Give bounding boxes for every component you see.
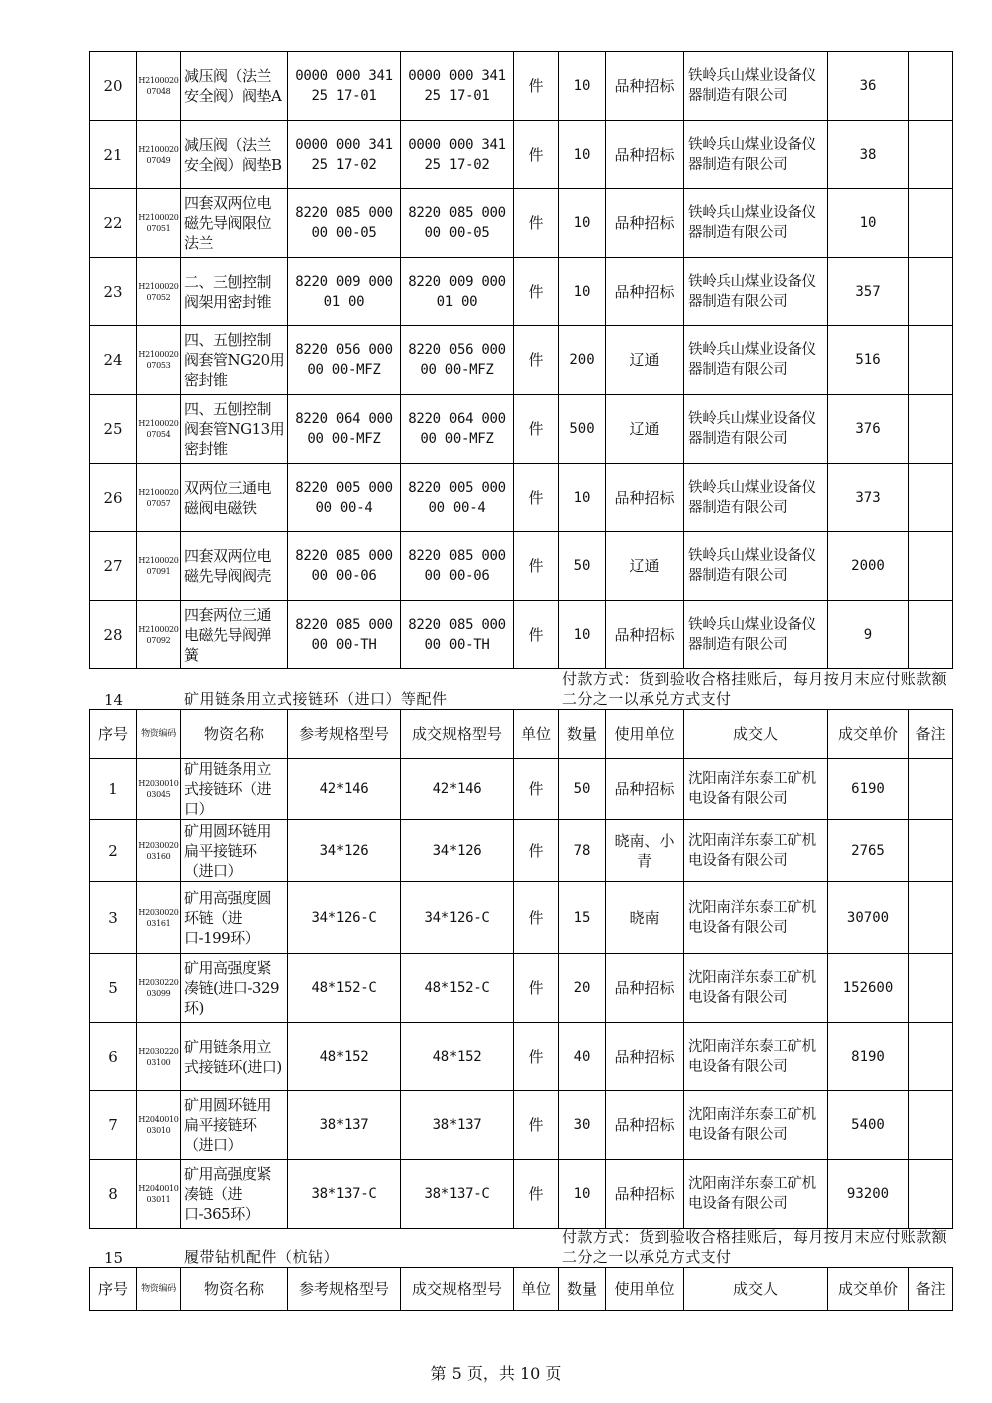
ref-spec: 8220 085 000 00 00-TH bbox=[288, 601, 401, 669]
row-no: 26 bbox=[90, 464, 137, 532]
header-price: 成交单价 bbox=[828, 710, 909, 759]
unit: 件 bbox=[514, 189, 559, 258]
row-no: 23 bbox=[90, 258, 137, 326]
table-row bbox=[90, 532, 953, 601]
ref-spec: 0000 000 341 25 17-01 bbox=[288, 52, 401, 121]
unit-price: 38 bbox=[828, 121, 909, 189]
deal-spec: 8220 056 000 00 00-MFZ bbox=[401, 326, 514, 395]
vendor: 沈阳南洋东泰工矿机电设备有限公司 bbox=[684, 820, 828, 882]
material-name: 矿用圆环链用扁平接链环（进口） bbox=[181, 1091, 288, 1160]
unit-price: 152600 bbox=[828, 954, 909, 1023]
material-name: 矿用链条用立式接链环(进口) bbox=[181, 1023, 288, 1091]
ref-spec: 42*146 bbox=[288, 759, 401, 820]
header-qty: 数量 bbox=[559, 710, 606, 759]
deal-spec: 0000 000 341 25 17-02 bbox=[401, 121, 514, 189]
material-name: 矿用高强度紧凑链(进口-329环) bbox=[181, 954, 288, 1023]
unit-price: 516 bbox=[828, 326, 909, 395]
note bbox=[909, 52, 953, 121]
user-unit: 晓南、小青 bbox=[606, 820, 684, 882]
quantity: 10 bbox=[559, 258, 606, 326]
section-title: 履带钻机配件（杭钻） bbox=[184, 1248, 340, 1266]
vendor: 铁岭兵山煤业设备仪器制造有限公司 bbox=[684, 121, 828, 189]
table-row bbox=[90, 1160, 953, 1229]
user-unit: 品种招标 bbox=[606, 189, 684, 258]
header-ref-spec: 参考规格型号 bbox=[288, 710, 401, 759]
material-name: 矿用高强度圆环链（进口-199环） bbox=[181, 882, 288, 954]
header-qty: 数量 bbox=[559, 1268, 606, 1311]
material-name: 四套双两位电磁先导阀阀壳 bbox=[181, 532, 288, 601]
quantity: 30 bbox=[559, 1091, 606, 1160]
row-no: 8 bbox=[90, 1160, 137, 1229]
user-unit: 品种招标 bbox=[606, 601, 684, 669]
unit-price: 93200 bbox=[828, 1160, 909, 1229]
material-name: 四套双两位电磁先导阀限位法兰 bbox=[181, 189, 288, 258]
vendor: 铁岭兵山煤业设备仪器制造有限公司 bbox=[684, 189, 828, 258]
table-row bbox=[90, 882, 953, 954]
material-code: H2030220 03100 bbox=[137, 1023, 181, 1091]
ref-spec: 38*137-C bbox=[288, 1160, 401, 1229]
note bbox=[909, 882, 953, 954]
row-no: 6 bbox=[90, 1023, 137, 1091]
deal-spec: 38*137-C bbox=[401, 1160, 514, 1229]
table-row bbox=[90, 395, 953, 464]
row-no: 1 bbox=[90, 759, 137, 820]
note bbox=[909, 395, 953, 464]
vendor: 铁岭兵山煤业设备仪器制造有限公司 bbox=[684, 464, 828, 532]
table-header-row bbox=[90, 1268, 953, 1311]
user-unit: 品种招标 bbox=[606, 1023, 684, 1091]
unit: 件 bbox=[514, 820, 559, 882]
section-15-heading bbox=[89, 1227, 952, 1267]
material-code: H2030010 03045 bbox=[137, 759, 181, 820]
user-unit: 品种招标 bbox=[606, 258, 684, 326]
material-code: H2040010 03010 bbox=[137, 1091, 181, 1160]
deal-spec: 8220 064 000 00 00-MFZ bbox=[401, 395, 514, 464]
table-row bbox=[90, 52, 953, 121]
header-unit: 单位 bbox=[514, 710, 559, 759]
material-name: 矿用链条用立式接链环（进口） bbox=[181, 759, 288, 820]
deal-spec: 42*146 bbox=[401, 759, 514, 820]
unit: 件 bbox=[514, 1091, 559, 1160]
section-14-heading bbox=[89, 669, 952, 709]
ref-spec: 48*152-C bbox=[288, 954, 401, 1023]
vendor: 铁岭兵山煤业设备仪器制造有限公司 bbox=[684, 532, 828, 601]
unit-price: 30700 bbox=[828, 882, 909, 954]
user-unit: 品种招标 bbox=[606, 954, 684, 1023]
note bbox=[909, 1160, 953, 1229]
user-unit: 品种招标 bbox=[606, 464, 684, 532]
row-no: 3 bbox=[90, 882, 137, 954]
unit: 件 bbox=[514, 532, 559, 601]
unit: 件 bbox=[514, 954, 559, 1023]
table-row bbox=[90, 601, 953, 669]
unit-price: 8190 bbox=[828, 1023, 909, 1091]
material-name: 双两位三通电磁阀电磁铁 bbox=[181, 464, 288, 532]
vendor: 沈阳南洋东泰工矿机电设备有限公司 bbox=[684, 1160, 828, 1229]
row-no: 20 bbox=[90, 52, 137, 121]
table-row bbox=[90, 820, 953, 882]
row-no: 5 bbox=[90, 954, 137, 1023]
user-unit: 品种招标 bbox=[606, 121, 684, 189]
ref-spec: 8220 085 000 00 00-05 bbox=[288, 189, 401, 258]
quantity: 20 bbox=[559, 954, 606, 1023]
header-deal-spec: 成交规格型号 bbox=[401, 1268, 514, 1311]
header-note: 备注 bbox=[909, 710, 953, 759]
ref-spec: 0000 000 341 25 17-02 bbox=[288, 121, 401, 189]
payment-terms: 付款方式：货到验收合格挂账后，每月按月末应付账款额二分之一以承兑方式支付 bbox=[562, 670, 948, 708]
unit: 件 bbox=[514, 258, 559, 326]
table-row bbox=[90, 326, 953, 395]
material-code: H2100020 07053 bbox=[137, 326, 181, 395]
deal-spec: 8220 005 000 00 00-4 bbox=[401, 464, 514, 532]
table-row bbox=[90, 464, 953, 532]
ref-spec: 38*137 bbox=[288, 1091, 401, 1160]
ref-spec: 8220 056 000 00 00-MFZ bbox=[288, 326, 401, 395]
quantity: 78 bbox=[559, 820, 606, 882]
ref-spec: 8220 005 000 00 00-4 bbox=[288, 464, 401, 532]
deal-spec: 38*137 bbox=[401, 1091, 514, 1160]
header-vendor: 成交人 bbox=[684, 710, 828, 759]
ref-spec: 8220 009 000 01 00 bbox=[288, 258, 401, 326]
header-name: 物资名称 bbox=[181, 710, 288, 759]
row-no: 2 bbox=[90, 820, 137, 882]
section-number: 14 bbox=[104, 691, 124, 709]
note bbox=[909, 1091, 953, 1160]
note bbox=[909, 601, 953, 669]
unit-price: 5400 bbox=[828, 1091, 909, 1160]
user-unit: 品种招标 bbox=[606, 52, 684, 121]
material-name: 二、三刨控制阀架用密封锥 bbox=[181, 258, 288, 326]
payment-terms: 付款方式：货到验收合格挂账后，每月按月末应付账款额二分之一以承兑方式支付 bbox=[562, 1228, 948, 1266]
vendor: 铁岭兵山煤业设备仪器制造有限公司 bbox=[684, 601, 828, 669]
row-no: 28 bbox=[90, 601, 137, 669]
quantity: 10 bbox=[559, 52, 606, 121]
unit-price: 2765 bbox=[828, 820, 909, 882]
material-name: 矿用高强度紧凑链（进口-365环） bbox=[181, 1160, 288, 1229]
unit-price: 9 bbox=[828, 601, 909, 669]
note bbox=[909, 1023, 953, 1091]
header-user: 使用单位 bbox=[606, 1268, 684, 1311]
material-code: H2100020 07048 bbox=[137, 52, 181, 121]
deal-spec: 48*152 bbox=[401, 1023, 514, 1091]
quantity: 10 bbox=[559, 189, 606, 258]
note bbox=[909, 326, 953, 395]
note bbox=[909, 954, 953, 1023]
header-code: 物资编码 bbox=[137, 710, 181, 759]
unit-price: 6190 bbox=[828, 759, 909, 820]
table-row bbox=[90, 258, 953, 326]
items-table-13 bbox=[89, 51, 953, 669]
header-vendor: 成交人 bbox=[684, 1268, 828, 1311]
material-code: H2100020 07092 bbox=[137, 601, 181, 669]
section-title: 矿用链条用立式接链环（进口）等配件 bbox=[184, 690, 448, 708]
unit: 件 bbox=[514, 601, 559, 669]
vendor: 沈阳南洋东泰工矿机电设备有限公司 bbox=[684, 954, 828, 1023]
quantity: 10 bbox=[559, 121, 606, 189]
unit: 件 bbox=[514, 121, 559, 189]
material-code: H2030220 03099 bbox=[137, 954, 181, 1023]
header-unit: 单位 bbox=[514, 1268, 559, 1311]
row-no: 25 bbox=[90, 395, 137, 464]
table-row bbox=[90, 1023, 953, 1091]
material-name: 四套两位三通电磁先导阀弹簧 bbox=[181, 601, 288, 669]
note bbox=[909, 464, 953, 532]
quantity: 50 bbox=[559, 759, 606, 820]
user-unit: 辽通 bbox=[606, 326, 684, 395]
vendor: 沈阳南洋东泰工矿机电设备有限公司 bbox=[684, 882, 828, 954]
table-row bbox=[90, 759, 953, 820]
header-no: 序号 bbox=[90, 710, 137, 759]
material-code: H2040010 03011 bbox=[137, 1160, 181, 1229]
user-unit: 品种招标 bbox=[606, 759, 684, 820]
table-row bbox=[90, 189, 953, 258]
material-code: H2100020 07049 bbox=[137, 121, 181, 189]
note bbox=[909, 532, 953, 601]
table-row bbox=[90, 1091, 953, 1160]
deal-spec: 34*126-C bbox=[401, 882, 514, 954]
material-name: 矿用圆环链用扁平接链环（进口） bbox=[181, 820, 288, 882]
unit-price: 10 bbox=[828, 189, 909, 258]
header-name: 物资名称 bbox=[181, 1268, 288, 1311]
table-header-row bbox=[90, 710, 953, 759]
quantity: 500 bbox=[559, 395, 606, 464]
page-number: 第 5 页，共 10 页 bbox=[430, 1364, 562, 1383]
note bbox=[909, 759, 953, 820]
material-code: H2100020 07051 bbox=[137, 189, 181, 258]
header-ref-spec: 参考规格型号 bbox=[288, 1268, 401, 1311]
deal-spec: 48*152-C bbox=[401, 954, 514, 1023]
ref-spec: 8220 085 000 00 00-06 bbox=[288, 532, 401, 601]
row-no: 27 bbox=[90, 532, 137, 601]
vendor: 铁岭兵山煤业设备仪器制造有限公司 bbox=[684, 326, 828, 395]
deal-spec: 8220 085 000 00 00-TH bbox=[401, 601, 514, 669]
unit-price: 376 bbox=[828, 395, 909, 464]
unit: 件 bbox=[514, 464, 559, 532]
quantity: 10 bbox=[559, 601, 606, 669]
unit: 件 bbox=[514, 759, 559, 820]
unit: 件 bbox=[514, 1160, 559, 1229]
row-no: 24 bbox=[90, 326, 137, 395]
unit-price: 357 bbox=[828, 258, 909, 326]
material-code: H2030020 03160 bbox=[137, 820, 181, 882]
note bbox=[909, 189, 953, 258]
items-table-15 bbox=[89, 1267, 953, 1311]
section-number: 15 bbox=[104, 1249, 124, 1267]
quantity: 200 bbox=[559, 326, 606, 395]
unit-price: 2000 bbox=[828, 532, 909, 601]
row-no: 7 bbox=[90, 1091, 137, 1160]
quantity: 50 bbox=[559, 532, 606, 601]
header-note: 备注 bbox=[909, 1268, 953, 1311]
header-price: 成交单价 bbox=[828, 1268, 909, 1311]
deal-spec: 8220 085 000 00 00-05 bbox=[401, 189, 514, 258]
ref-spec: 34*126-C bbox=[288, 882, 401, 954]
ref-spec: 8220 064 000 00 00-MFZ bbox=[288, 395, 401, 464]
items-table-14 bbox=[89, 709, 953, 1229]
user-unit: 晓南 bbox=[606, 882, 684, 954]
vendor: 铁岭兵山煤业设备仪器制造有限公司 bbox=[684, 395, 828, 464]
unit: 件 bbox=[514, 882, 559, 954]
material-name: 四、五刨控制阀套管NG20用密封锥 bbox=[181, 326, 288, 395]
unit: 件 bbox=[514, 52, 559, 121]
note bbox=[909, 258, 953, 326]
deal-spec: 8220 085 000 00 00-06 bbox=[401, 532, 514, 601]
deal-spec: 8220 009 000 01 00 bbox=[401, 258, 514, 326]
unit: 件 bbox=[514, 395, 559, 464]
unit-price: 373 bbox=[828, 464, 909, 532]
material-code: H2100020 07052 bbox=[137, 258, 181, 326]
vendor: 沈阳南洋东泰工矿机电设备有限公司 bbox=[684, 759, 828, 820]
material-name: 减压阀（法兰安全阀）阀垫A bbox=[181, 52, 288, 121]
quantity: 40 bbox=[559, 1023, 606, 1091]
header-no: 序号 bbox=[90, 1268, 137, 1311]
row-no: 22 bbox=[90, 189, 137, 258]
material-name: 四、五刨控制阀套管NG13用密封锥 bbox=[181, 395, 288, 464]
user-unit: 辽通 bbox=[606, 395, 684, 464]
deal-spec: 0000 000 341 25 17-01 bbox=[401, 52, 514, 121]
unit: 件 bbox=[514, 1023, 559, 1091]
ref-spec: 48*152 bbox=[288, 1023, 401, 1091]
note bbox=[909, 820, 953, 882]
header-deal-spec: 成交规格型号 bbox=[401, 710, 514, 759]
unit-price: 36 bbox=[828, 52, 909, 121]
note bbox=[909, 121, 953, 189]
material-code: H2100020 07057 bbox=[137, 464, 181, 532]
material-code: H2030020 03161 bbox=[137, 882, 181, 954]
quantity: 10 bbox=[559, 464, 606, 532]
table-row bbox=[90, 954, 953, 1023]
header-code: 物资编码 bbox=[137, 1268, 181, 1311]
quantity: 15 bbox=[559, 882, 606, 954]
header-user: 使用单位 bbox=[606, 710, 684, 759]
user-unit: 品种招标 bbox=[606, 1160, 684, 1229]
vendor: 铁岭兵山煤业设备仪器制造有限公司 bbox=[684, 258, 828, 326]
quantity: 10 bbox=[559, 1160, 606, 1229]
vendor: 沈阳南洋东泰工矿机电设备有限公司 bbox=[684, 1023, 828, 1091]
material-code: H2100020 07091 bbox=[137, 532, 181, 601]
deal-spec: 34*126 bbox=[401, 820, 514, 882]
row-no: 21 bbox=[90, 121, 137, 189]
user-unit: 品种招标 bbox=[606, 1091, 684, 1160]
material-name: 减压阀（法兰安全阀）阀垫B bbox=[181, 121, 288, 189]
user-unit: 辽通 bbox=[606, 532, 684, 601]
vendor: 铁岭兵山煤业设备仪器制造有限公司 bbox=[684, 52, 828, 121]
unit: 件 bbox=[514, 326, 559, 395]
vendor: 沈阳南洋东泰工矿机电设备有限公司 bbox=[684, 1091, 828, 1160]
material-code: H2100020 07054 bbox=[137, 395, 181, 464]
table-row bbox=[90, 121, 953, 189]
ref-spec: 34*126 bbox=[288, 820, 401, 882]
